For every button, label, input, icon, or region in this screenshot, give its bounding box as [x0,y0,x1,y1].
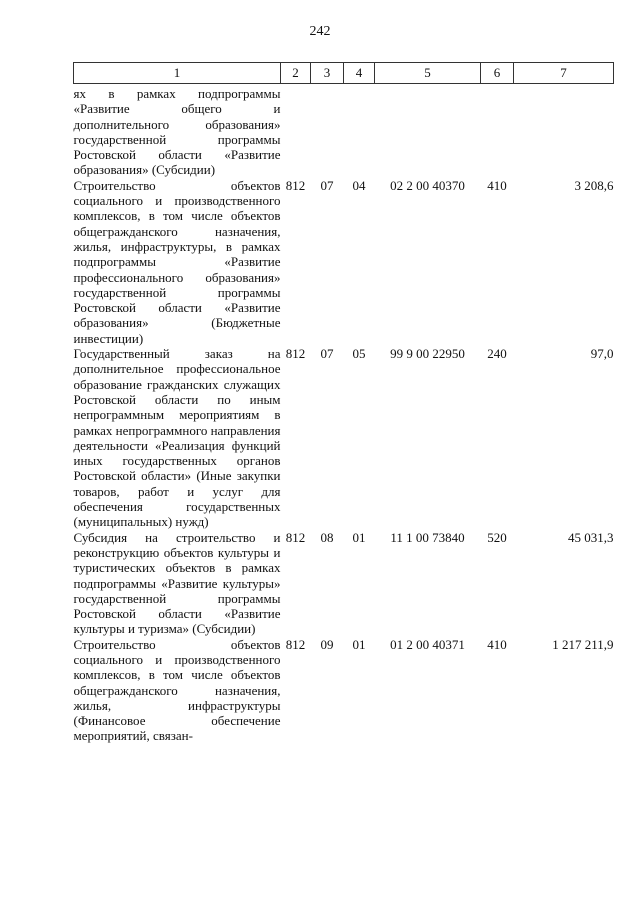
row-section-code: 09 [320,636,334,652]
row-expense-type: 520 [487,529,507,545]
row-amount: 1 217 211,9 [552,636,614,652]
row-target-article: 02 2 00 40370 [390,177,465,193]
table-row [74,178,614,346]
row-description: Строительство объектов социального и производственного комплексов, в том числе объектов общегражданского назначения, жилья, инфраструктуры, в рамках подпрограммы «Развитие профессионального образования» государственной программы Ростовской области «Развитие образования» (Бюджетные инвестиции) [73,177,281,346]
header-cell-3: 3 [311,63,344,84]
row-amount: 3 208,6 [574,177,614,193]
row-subsection-code: 01 [352,529,366,545]
row-section-code [311,84,344,178]
row-description: Субсидия на строительство и реконструкцию объектов культуры и туристических объектов в рамках подпрограммы «Развитие культуры» государственной программы Ростовской области «Развитие культуры и туризма» (Субсидии) [73,529,281,637]
row-subsection-code: 04 [352,177,366,193]
row-expense-type: 240 [487,346,507,362]
budget-table [73,62,614,744]
row-target-article: 11 1 00 73840 [390,529,465,545]
row-description: Государственный заказ на дополнительное профессиональное образование гражданских служащих Ростовской области по иным непрограммным мероприятиям в рамках непрограммного направления деятельности «Реализация функций иных государственных органов Ростовской области» (Иные закупки товаров, работ и услуг для обеспечения государственных (муниципальных) нужд) [73,346,281,530]
row-expense-type: 410 [487,636,507,652]
row-expense-type: 410 [487,177,507,193]
row-subsection-code: 05 [352,346,366,362]
page-number: 242 [309,24,331,39]
row-target-article: 99 9 00 22950 [390,346,465,362]
row-subsection-code: 01 [352,636,366,652]
row-ministry-code: 812 [285,346,306,362]
header-cell-5: 5 [375,63,481,84]
row-ministry-code: 812 [285,636,306,652]
row-expense-type [481,84,514,178]
row-target-article [375,84,481,178]
row-section-code: 07 [320,177,334,193]
row-amount [514,84,614,178]
table-row [74,637,614,744]
row-amount: 97,0 [590,346,614,362]
header-row [74,63,614,84]
row-description: Строительство объектов социального и производственного комплексов, в том числе объектов общегражданского назначения, жилья, инфраструктуры (Финансовое обеспечение мероприятий, связан- [73,636,281,744]
header-cell-7: 7 [514,63,614,84]
row-amount: 45 031,3 [568,529,614,545]
row-section-code: 08 [320,529,334,545]
header-cell-2: 2 [281,63,311,84]
table-row [74,84,614,178]
row-ministry-code [281,84,311,178]
row-target-article: 01 2 00 40371 [390,636,465,652]
table-row [74,530,614,637]
row-description: ях в рамках подпрограммы «Развитие общего и дополнительного образования» государственной программы Ростовской области «Развитие образования» (Субсидии) [73,86,281,178]
row-subsection-code [344,84,375,178]
header-cell-4: 4 [344,63,375,84]
row-ministry-code: 812 [285,529,306,545]
header-cell-1: 1 [74,63,281,84]
header-cell-6: 6 [481,63,514,84]
table-row [74,346,614,530]
row-section-code: 07 [320,346,334,362]
row-ministry-code: 812 [285,177,306,193]
